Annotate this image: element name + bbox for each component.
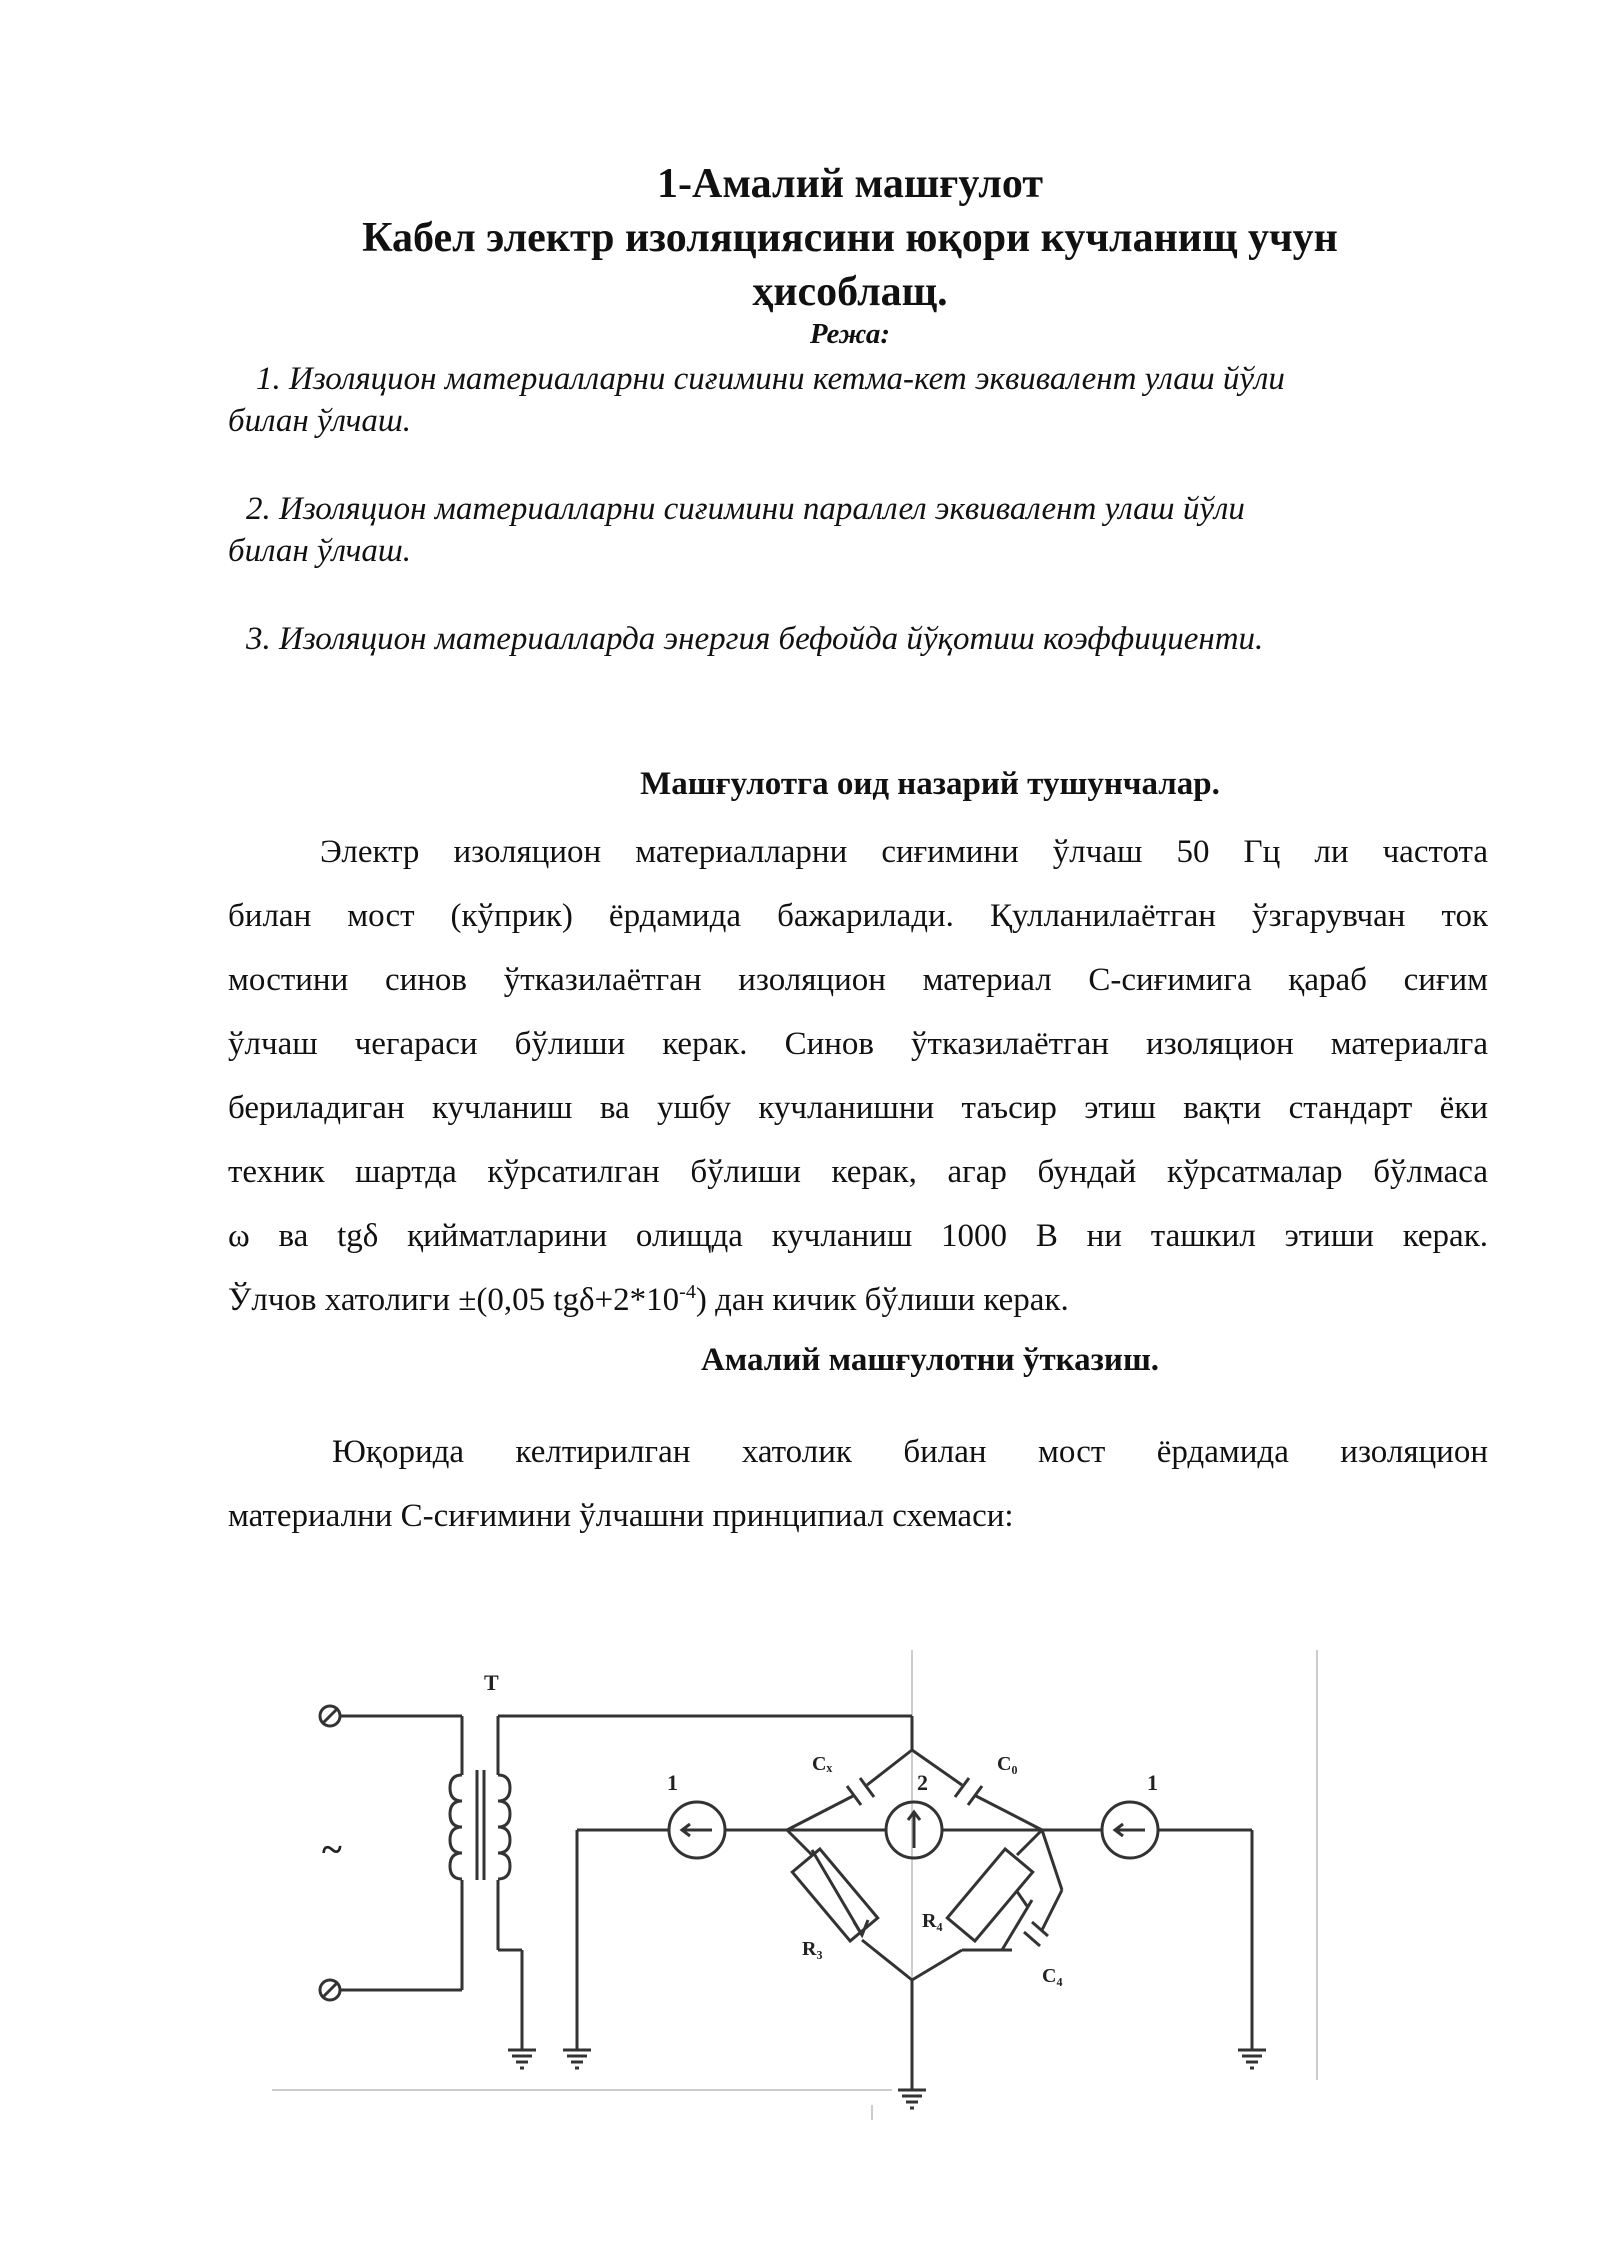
meter-center-label: 2 <box>917 1770 928 1795</box>
plan-item-2-line-2: билан ўлчаш. <box>228 533 412 569</box>
plan-heading: Режа: <box>809 318 891 350</box>
ac-source-symbol: ~ <box>322 1829 342 1871</box>
resistor-r3-label: R₃ <box>802 1938 823 1960</box>
theory-row: билан мост (кўприк) ёрдамида бажарилади. Қулланилаётган ўзгарувчан ток <box>228 898 1488 934</box>
practice-row: Юқорида келтирилган хатолик билан мост ёрдамида изоляцион <box>332 1434 1488 1470</box>
plan-item-1-line-1: 1. Изоляцион материалларни сиғимини кетма-кет эквивалент улаш йўли <box>256 361 1285 397</box>
error-text-before: Ўлчов хатолиги ±(0,05 tgδ+2*10 <box>228 1282 680 1318</box>
resistor-r4-label: R₄ <box>922 1910 943 1932</box>
practice-heading: Амалий машғулотни ўтказиш. <box>700 1342 1160 1378</box>
theory-row: техник шартда кўрсатилган бўлиши керак, агар бундай кўрсатмалар бўлмаса <box>228 1154 1488 1190</box>
practice-paragraph <box>228 1420 1488 1548</box>
capacitor-c4-label: C₄ <box>1042 1965 1063 1987</box>
error-exponent: -4 <box>679 1281 696 1303</box>
plan-item-2 <box>228 488 1488 572</box>
theory-paragraph <box>228 820 1488 1332</box>
theory-row: ўлчаш чегараси бўлиши керак. Синов ўтказилаётган изоляцион материалга <box>228 1026 1488 1062</box>
title-line-2: Кабел электр изоляциясини юқори кучланищ учун <box>362 215 1338 261</box>
title-line-3: ҳисоблащ. <box>752 269 948 315</box>
theory-row-error <box>228 1268 1488 1332</box>
meter-left-label: 1 <box>667 1770 678 1795</box>
capacitor-c0-label: C₀ <box>997 1753 1018 1775</box>
plan-item-3-line-1: 3. Изоляцион материалларда энергия бефойда йўқотиш коэффициенти. <box>246 621 1264 657</box>
meter-right-label: 1 <box>1147 1770 1158 1795</box>
plan-item-2-line-1: 2. Изоляцион материалларни сиғимини параллел эквивалент улаш йўли <box>246 491 1245 527</box>
title-line-1: 1-Амалий машғулот <box>657 161 1043 207</box>
plan-item-1-line-2: билан ўлчаш. <box>228 403 412 439</box>
theory-row: мостини синов ўтказилаётган изоляцион материал С-сиғимига қараб сиғим <box>228 962 1488 998</box>
transformer-label: T <box>484 1670 499 1695</box>
bridge-circuit-diagram <box>272 1650 1322 2120</box>
theory-heading: Машғулотга оид назарий тушунчалар. <box>640 766 1220 802</box>
theory-row: бериладиган кучланиш ва ушбу кучланишни таъсир этиш вақти стандарт ёки <box>228 1090 1488 1126</box>
plan-item-3 <box>228 618 1488 660</box>
theory-row: ω ва tgδ қийматларини олищда кучланиш 1000 В ни ташкил этиши керак. <box>228 1218 1488 1254</box>
error-text-after: ) дан кичик бўлиши керак. <box>695 1282 1069 1318</box>
theory-row: Электр изоляцион материалларни сиғимини ўлчаш 50 Гц ли частота <box>320 834 1488 870</box>
plan-item-1 <box>228 358 1488 442</box>
capacitor-cx-label: Cₓ <box>812 1753 833 1775</box>
practice-row: материални С-сиғимини ўлчашни принципиал схемаси: <box>228 1498 1014 1534</box>
